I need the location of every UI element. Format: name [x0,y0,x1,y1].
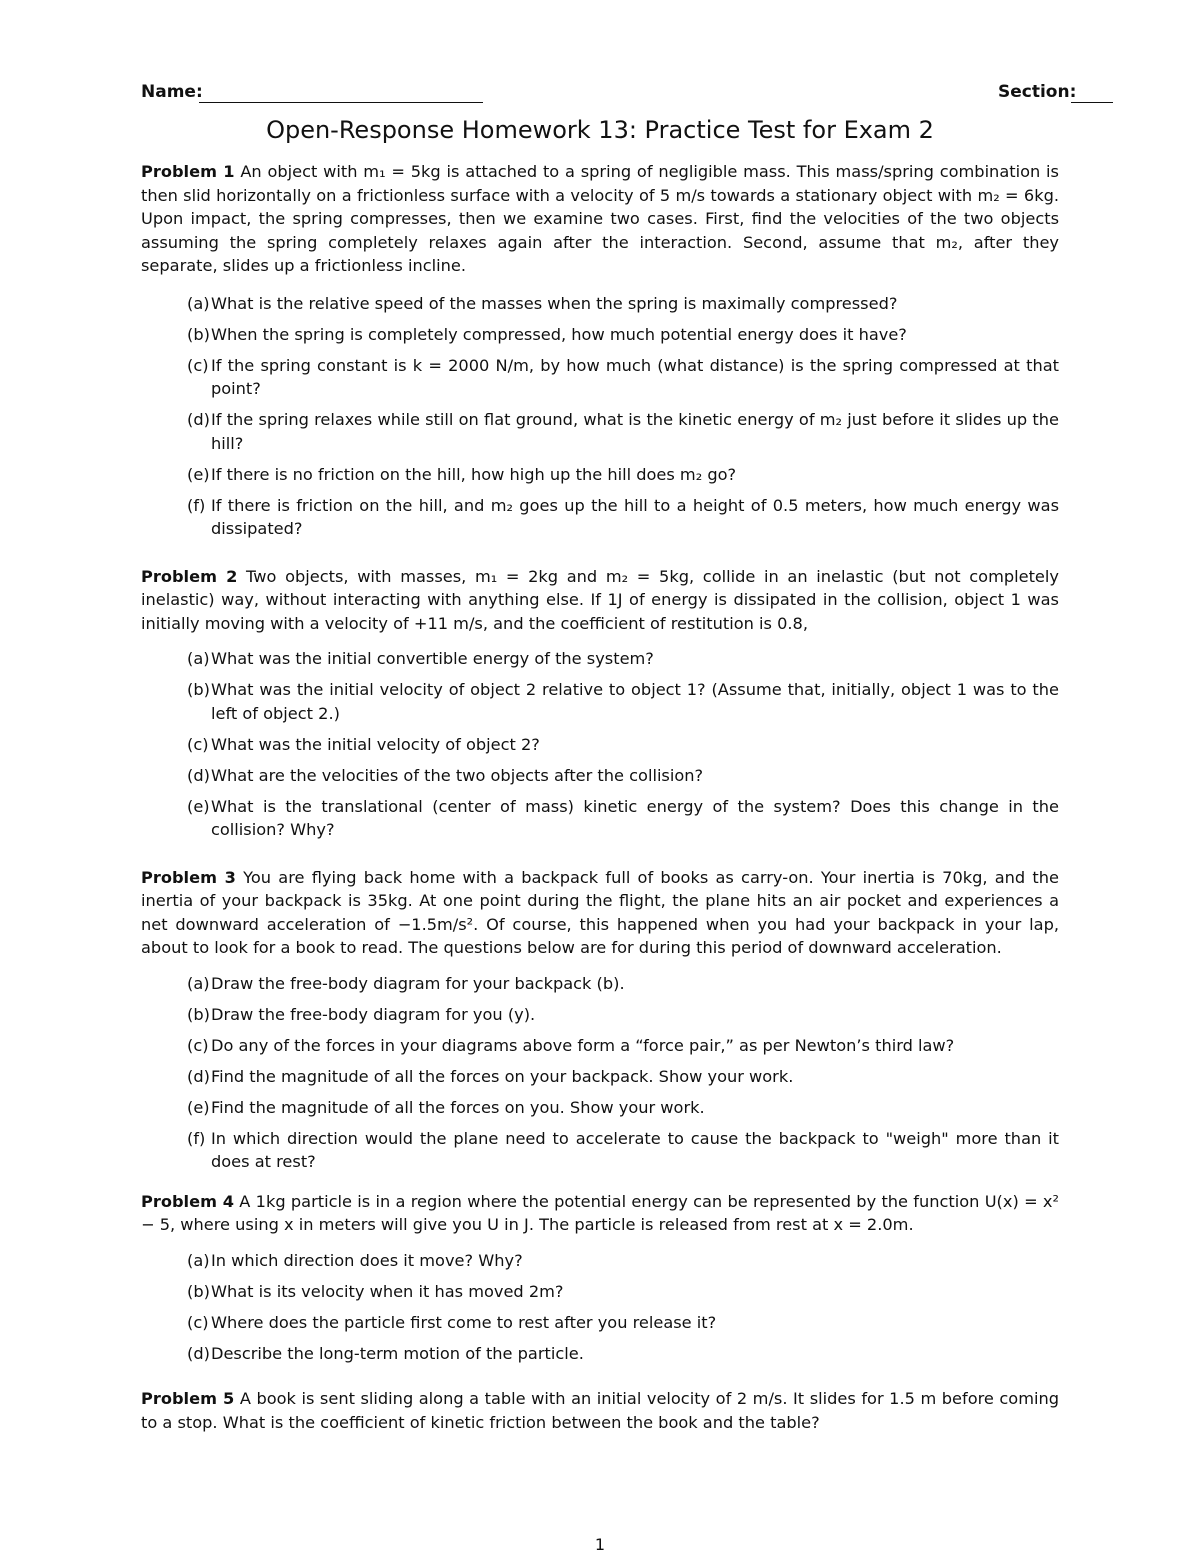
problem-label: Problem 3 [141,867,236,887]
sub-question-letter: (c) [187,355,209,375]
problem-3 [141,866,1059,1174]
problem-statement [141,866,1059,960]
section-blank-line [1071,102,1113,103]
problem-label: Problem 5 [141,1389,235,1408]
sub-question-text: In which direction does it move? Why? [211,1250,523,1270]
sub-question-text: What was the initial velocity of object 2 relative to object 1? (Assume that, initially, object 1 was to the left of object 2.) [211,680,1059,723]
sub-question-list [141,647,1059,842]
sub-question-text: In which direction would the plane need to accelerate to cause the backpack to "weigh" more than it does at rest? [211,1128,1059,1171]
sub-question-letter: (c) [187,1312,209,1332]
sub-question [141,795,1059,842]
sub-question-letter: (c) [187,734,209,754]
sub-question-text: What are the velocities of the two objects after the collision? [211,765,704,785]
sub-question-letter: (a) [187,649,210,668]
sub-question [141,1127,1059,1174]
sub-question-letter: (b) [187,680,210,699]
sub-question [141,1342,1059,1366]
sub-question-text: If there is friction on the hill, and m₂ goes up the hill to a height of 0.5 meters, how much energy was dissipated? [211,495,1059,538]
sub-question-text: When the spring is completely compressed, how much potential energy does it have? [211,324,907,344]
sub-question [141,1249,1059,1273]
sub-question-text: If the spring constant is k = 2000 N/m, by how much (what distance) is the spring compressed at that point? [211,355,1059,398]
sub-question-text: Describe the long-term motion of the particle. [211,1343,584,1363]
sub-question-letter: (b) [187,1281,210,1301]
sub-question-letter: (c) [187,1035,209,1055]
sub-question-text: What is the relative speed of the masses when the spring is maximally compressed? [211,293,898,313]
sub-question [141,678,1059,725]
sub-question [141,1034,1059,1058]
problem-label: Problem 1 [141,162,235,181]
sub-question [141,354,1059,401]
sub-question [141,292,1059,316]
sub-question-text: If there is no friction on the hill, how high up the hill does m₂ go? [211,464,737,484]
sub-question-text: Draw the free-body diagram for you (y). [211,1004,536,1024]
sub-question [141,408,1059,455]
sub-question-letter: (f) [187,495,206,515]
problem-statement [141,1190,1059,1237]
problem-1 [141,160,1059,541]
sub-question-list [141,1249,1059,1366]
sub-question [141,1280,1059,1304]
sub-question-letter: (e) [187,796,210,816]
sub-question [141,1065,1059,1089]
sub-question-letter: (a) [187,293,210,313]
problem-statement [141,160,1059,278]
sub-question-letter: (d) [187,1066,210,1086]
problems-container [141,160,1059,1434]
sub-question-list [141,972,1059,1174]
sub-question-text: What was the initial velocity of object 2? [211,734,540,754]
sub-question-list [141,292,1059,541]
sub-question-text: Find the magnitude of all the forces on your backpack. Show your work. [211,1066,794,1086]
problem-2 [141,565,1059,842]
sub-question [141,1003,1059,1027]
page-number: 1 [594,1535,606,1554]
sub-question-text: Draw the free-body diagram for your backpack (b). [211,973,625,993]
sub-question [141,1096,1059,1120]
problem-text: You are flying back home with a backpack full of books as carry-on. Your inertia is 70kg, and the inertia of your backpack is 35kg. At one point during the flight, the plane hits an air pocket and experiences a net downward acceleration of −1.5m/s². Of course, this happened when you had your backpack in your lap, about to look for a book to read. The questions below are for during this period of downward acceleration. [141,867,1059,957]
sub-question-letter: (a) [187,1250,210,1270]
sub-question-text: If the spring relaxes while still on flat ground, what is the kinetic energy of m₂ just before it slides up the hill? [211,410,1059,453]
sub-question-text: Find the magnitude of all the forces on you. Show your work. [211,1097,705,1117]
sub-question [141,463,1059,487]
sub-question-letter: (e) [187,1097,210,1117]
sub-question-letter: (a) [187,973,210,993]
sub-question-text: What is the translational (center of mass) kinetic energy of the system? Does this change in the collision? Why? [211,796,1059,839]
sub-question [141,972,1059,996]
header [141,81,1111,107]
sub-question [141,494,1059,541]
sub-question [141,1311,1059,1335]
sub-question-letter: (f) [187,1128,206,1148]
sub-question-letter: (d) [187,410,210,429]
sub-question-text: Do any of the forces in your diagrams above form a “force pair,” as per Newton’s third law? [211,1035,955,1055]
sub-question-text: What is its velocity when it has moved 2m? [211,1281,564,1301]
sub-question-letter: (d) [187,765,210,785]
problem-5 [141,1387,1059,1434]
sub-question-text: What was the initial convertible energy of the system? [211,649,654,668]
section-label: Section: [998,82,1077,102]
sub-question-letter: (b) [187,324,210,344]
sub-question-letter: (b) [187,1004,210,1024]
sub-question-text: Where does the particle first come to rest after you release it? [211,1312,717,1332]
problem-text: A book is sent sliding along a table with an initial velocity of 2 m/s. It slides for 1.5 m before coming to a stop. What is the coefficient of kinetic friction between the book and the table? [141,1389,1060,1432]
document-title: Open-Response Homework 13: Practice Test for Exam 2 [266,116,934,144]
name-label: Name: [141,82,203,102]
problem-statement [141,565,1059,636]
problem-statement [141,1387,1059,1434]
sub-question-letter: (d) [187,1343,210,1363]
name-blank-line [199,102,483,103]
sub-question [141,764,1059,788]
problem-text: An object with m₁ = 5kg is attached to a spring of negligible mass. This mass/spring combination is then slid horizontally on a frictionless surface with a velocity of 5 m/s towards a stationary object with m₂ = 6kg. Upon impact, the spring compresses, then we examine two cases. First, find the velocities of the two objects assuming the spring completely relaxes again after the interaction. Second, assume that m₂, after they separate, slides up a frictionless incline. [141,162,1059,275]
problem-label: Problem 2 [141,566,238,586]
problem-text: A 1kg particle is in a region where the potential energy can be represented by the function U(x) = x² − 5, where using x in meters will give you U in J. The particle is released from rest at x = 2.0m. [141,1191,1059,1234]
sub-question [141,323,1059,347]
problem-4 [141,1190,1059,1366]
sub-question [141,733,1059,757]
problem-label: Problem 4 [141,1191,234,1211]
sub-question-letter: (e) [187,464,210,484]
problem-text: Two objects, with masses, m₁ = 2kg and m₂ = 5kg, collide in an inelastic (but not completely inelastic) way, without interacting with anything else. If 1J of energy is dissipated in the collision, object 1 was initially moving with a velocity of +11 m/s, and the coefficient of restitution is 0.8, [141,566,1059,633]
sub-question [141,647,1059,671]
